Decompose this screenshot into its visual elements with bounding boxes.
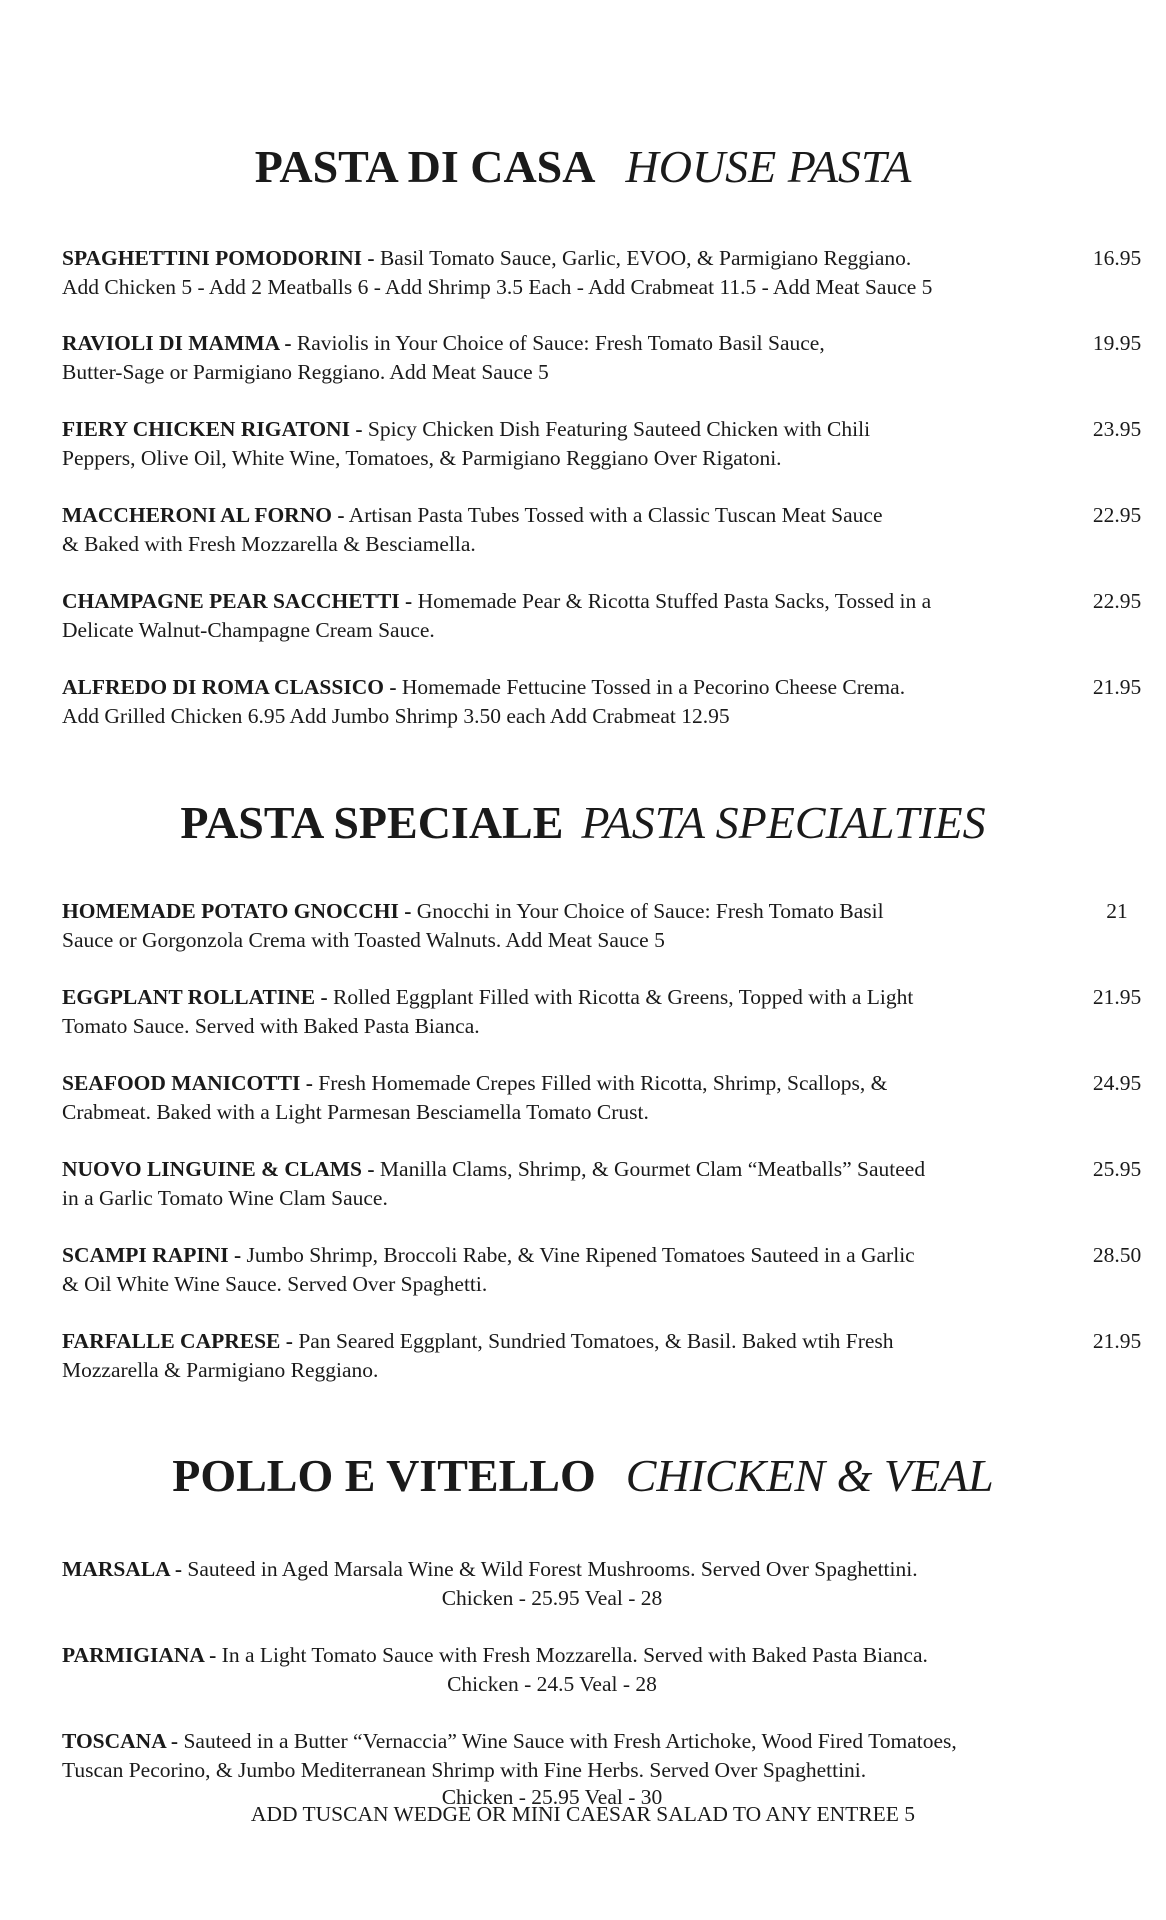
item-name: EGGPLANT ROLLATINE - bbox=[62, 985, 328, 1009]
section-title-pasta-specialties bbox=[0, 796, 1166, 850]
section-title-main: PASTA SPECIALE bbox=[180, 797, 564, 848]
item-description-line2: Peppers, Olive Oil, White Wine, Tomatoes, & Parmigiano Reggiano Over Rigatoni. bbox=[62, 446, 782, 470]
item-name: SCAMPI RAPINI - bbox=[62, 1243, 242, 1267]
item-name: FIERY CHICKEN RIGATONI - bbox=[62, 417, 363, 441]
item-description-line2: Sauce or Gorgonzola Crema with Toasted Walnuts. Add Meat Sauce 5 bbox=[62, 928, 665, 952]
item-description-line2: & Oil White Wine Sauce. Served Over Spaghetti. bbox=[62, 1272, 488, 1296]
item-price: 21.95 bbox=[1092, 1329, 1142, 1353]
item-description: Homemade Fettucine Tossed in a Pecorino Cheese Crema. bbox=[401, 675, 906, 699]
item-description: Fresh Homemade Crepes Filled with Ricotta, Shrimp, Scallops, & bbox=[318, 1071, 888, 1095]
item-price: 21 bbox=[1106, 899, 1128, 923]
item-price: 19.95 bbox=[1092, 331, 1142, 355]
section-title-main: POLLO E VITELLO bbox=[172, 1450, 596, 1501]
item-prices-line: Chicken - 25.95 Veal - 28 bbox=[441, 1586, 663, 1610]
item-description: Homemade Pear & Ricotta Stuffed Pasta Sacks, Tossed in a bbox=[417, 589, 932, 613]
menu-item bbox=[62, 983, 1142, 1041]
menu-item bbox=[62, 673, 1142, 731]
item-name: MARSALA - bbox=[62, 1557, 183, 1581]
section-title-chicken-veal bbox=[0, 1449, 1166, 1503]
item-price: 23.95 bbox=[1092, 417, 1142, 441]
menu-item bbox=[62, 1727, 1122, 1809]
item-description: Raviolis in Your Choice of Sauce: Fresh Tomato Basil Sauce, bbox=[296, 331, 825, 355]
item-name: PARMIGIANA - bbox=[62, 1643, 217, 1667]
item-name: MACCHERONI AL FORNO - bbox=[62, 503, 345, 527]
item-price: 22.95 bbox=[1092, 589, 1142, 613]
item-name: NUOVO LINGUINE & CLAMS - bbox=[62, 1157, 375, 1181]
item-description-line2: Delicate Walnut-Champagne Cream Sauce. bbox=[62, 618, 435, 642]
item-description: Sauteed in a Butter “Vernaccia” Wine Sauce with Fresh Artichoke, Wood Fired Tomatoes, bbox=[183, 1729, 957, 1753]
menu-item bbox=[62, 587, 1142, 645]
footer-note: ADD TUSCAN WEDGE OR MINI CAESAR SALAD TO ANY ENTREE 5 bbox=[250, 1802, 916, 1826]
item-price: 28.50 bbox=[1092, 1243, 1142, 1267]
item-description-line2: & Baked with Fresh Mozzarella & Besciamella. bbox=[62, 532, 476, 556]
item-description: Sauteed in Aged Marsala Wine & Wild Forest Mushrooms. Served Over Spaghettini. bbox=[187, 1557, 918, 1581]
item-name: SEAFOOD MANICOTTI - bbox=[62, 1071, 313, 1095]
item-prices-line: Chicken - 24.5 Veal - 28 bbox=[447, 1672, 657, 1696]
item-name: ALFREDO DI ROMA CLASSICO - bbox=[62, 675, 397, 699]
item-name: CHAMPAGNE PEAR SACCHETTI - bbox=[62, 589, 413, 613]
section-title-sub: CHICKEN & VEAL bbox=[625, 1450, 994, 1501]
item-price: 21.95 bbox=[1092, 985, 1142, 1009]
item-description-line2: Tuscan Pecorino, & Jumbo Mediterranean Shrimp with Fine Herbs. Served Over Spaghettini. bbox=[62, 1758, 867, 1782]
item-description-line2: Tomato Sauce. Served with Baked Pasta Bianca. bbox=[62, 1014, 480, 1038]
item-description: Pan Seared Eggplant, Sundried Tomatoes, & Basil. Baked wtih Fresh bbox=[298, 1329, 894, 1353]
menu-item bbox=[62, 501, 1142, 559]
item-prices-line: Chicken - 25.95 Veal - 30 bbox=[441, 1785, 663, 1809]
item-name: FARFALLE CAPRESE - bbox=[62, 1329, 293, 1353]
item-description: Jumbo Shrimp, Broccoli Rabe, & Vine Ripened Tomatoes Sauteed in a Garlic bbox=[246, 1243, 915, 1267]
item-price: 24.95 bbox=[1092, 1071, 1142, 1095]
item-description: In a Light Tomato Sauce with Fresh Mozzarella. Served with Baked Pasta Bianca. bbox=[221, 1643, 928, 1667]
menu-item bbox=[62, 1241, 1142, 1299]
item-name: SPAGHETTINI POMODORINI - bbox=[62, 246, 375, 270]
item-name: TOSCANA - bbox=[62, 1729, 179, 1753]
menu-item bbox=[62, 1155, 1142, 1213]
menu-item bbox=[62, 1327, 1142, 1385]
item-description-line2: Crabmeat. Baked with a Light Parmesan Besciamella Tomato Crust. bbox=[62, 1100, 649, 1124]
item-description: Manilla Clams, Shrimp, & Gourmet Clam “Meatballs” Sauteed bbox=[379, 1157, 926, 1181]
section-title-sub: HOUSE PASTA bbox=[625, 141, 912, 192]
menu-item bbox=[62, 1555, 1042, 1613]
item-price: 25.95 bbox=[1092, 1157, 1142, 1181]
menu-item bbox=[62, 897, 1128, 955]
item-description-line2: Add Grilled Chicken 6.95 Add Jumbo Shrimp 3.50 each Add Crabmeat 12.95 bbox=[62, 704, 730, 728]
item-description: Basil Tomato Sauce, Garlic, EVOO, & Parmigiano Reggiano. bbox=[379, 246, 912, 270]
item-price: 21.95 bbox=[1092, 675, 1142, 699]
section-title-sub: PASTA SPECIALTIES bbox=[581, 797, 986, 848]
item-description: Artisan Pasta Tubes Tossed with a Classic Tuscan Meat Sauce bbox=[348, 503, 883, 527]
menu-item bbox=[62, 1069, 1142, 1127]
section-title-house-pasta bbox=[0, 140, 1166, 194]
menu-item bbox=[62, 329, 1142, 387]
item-description: Gnocchi in Your Choice of Sauce: Fresh Tomato Basil bbox=[416, 899, 884, 923]
item-price: 22.95 bbox=[1092, 503, 1142, 527]
menu-item bbox=[62, 415, 1142, 473]
item-description-line2: Butter-Sage or Parmigiano Reggiano. Add Meat Sauce 5 bbox=[62, 360, 549, 384]
item-description-line2: Add Chicken 5 - Add 2 Meatballs 6 - Add Shrimp 3.5 Each - Add Crabmeat 11.5 - Add Meat Sauce 5 bbox=[62, 275, 933, 299]
item-description: Rolled Eggplant Filled with Ricotta & Greens, Topped with a Light bbox=[333, 985, 914, 1009]
menu-item bbox=[62, 244, 1142, 302]
section-title-main: PASTA DI CASA bbox=[254, 141, 596, 192]
item-price: 16.95 bbox=[1092, 246, 1142, 270]
item-name: RAVIOLI DI MAMMA - bbox=[62, 331, 292, 355]
item-description: Spicy Chicken Dish Featuring Sauteed Chicken with Chili bbox=[367, 417, 871, 441]
item-description-line2: Mozzarella & Parmigiano Reggiano. bbox=[62, 1358, 379, 1382]
item-description-line2: in a Garlic Tomato Wine Clam Sauce. bbox=[62, 1186, 388, 1210]
menu-item bbox=[62, 1641, 1042, 1699]
item-name: HOMEMADE POTATO GNOCCHI - bbox=[62, 899, 412, 923]
